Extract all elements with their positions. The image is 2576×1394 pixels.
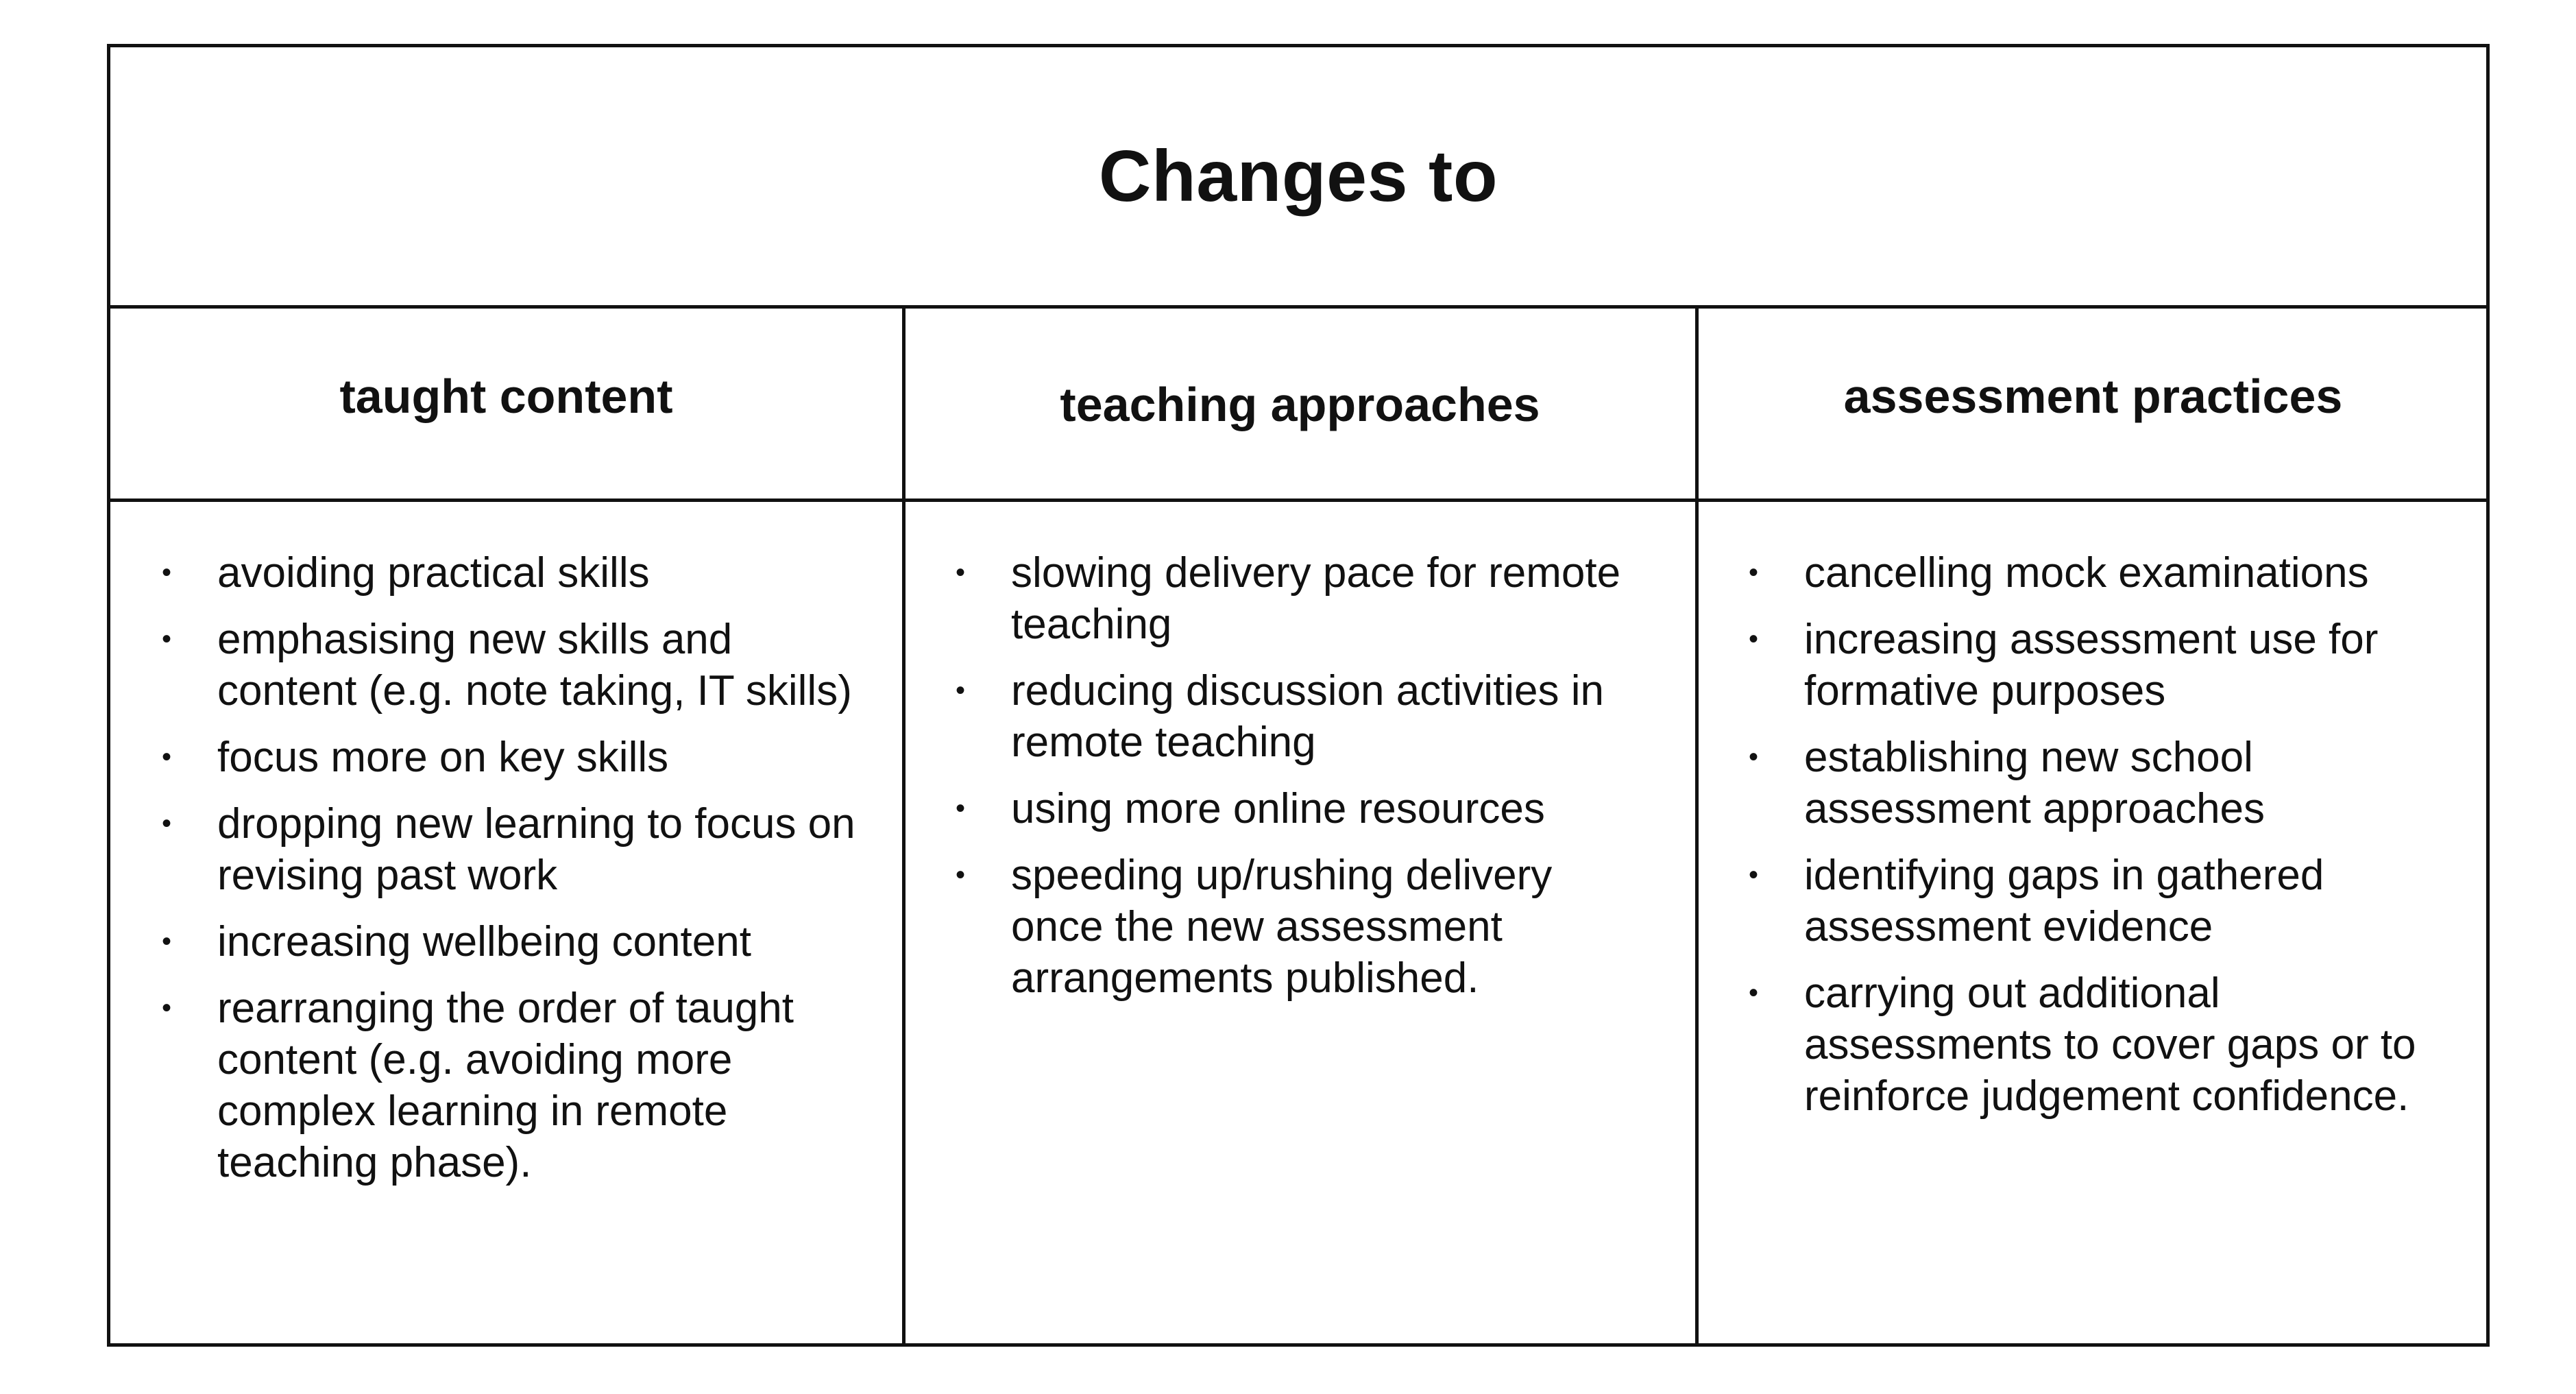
column-body-assessment-practices: [1697, 502, 2489, 1343]
list-item: [1749, 614, 2448, 717]
changes-table: [107, 44, 2490, 1347]
column-heading-assessment-practices: assessment practices: [1843, 369, 2343, 423]
list-item-text: identifying gaps in gathered assessment evidence: [1804, 852, 2324, 950]
bullet-icon: •: [162, 742, 172, 772]
list-item: [956, 547, 1655, 650]
list-item-text: focus more on key skills: [217, 734, 669, 781]
column-body-taught-content: [110, 502, 902, 1343]
bullet-icon: •: [956, 675, 966, 706]
bullet-icon: •: [956, 793, 966, 824]
list-item: [1749, 732, 2448, 834]
bullet-icon: •: [162, 808, 172, 839]
bullet-icon: •: [1749, 978, 1759, 1008]
list-item: [162, 614, 861, 717]
list-item-text: establishing new school assessment approaches: [1804, 734, 2265, 832]
column-heading-taught-content: taught content: [339, 369, 673, 423]
list-item-text: speeding up/rushing delivery once the new assessment arrangements published.: [1011, 852, 1553, 1002]
list-item-text: avoiding practical skills: [217, 549, 650, 597]
list-item: [162, 732, 861, 783]
bullet-icon: •: [162, 926, 172, 957]
list-item: [1749, 850, 2448, 952]
column-heading-teaching-approaches: teaching approaches: [1060, 377, 1540, 431]
bullet-icon: •: [1749, 624, 1759, 654]
list-item-text: rearranging the order of taught content (e.g. avoiding more complex learning in remote teaching phase).: [217, 985, 794, 1186]
bullet-list: [956, 547, 1655, 1004]
list-item-text: increasing assessment use for formative purposes: [1804, 616, 2379, 714]
list-item: [162, 547, 861, 599]
bullet-icon: •: [956, 860, 966, 890]
list-item: [162, 798, 861, 901]
list-item-text: emphasising new skills and content (e.g. note taking, IT skills): [217, 616, 852, 714]
list-item-text: dropping new learning to focus on revising past work: [217, 800, 855, 899]
list-item: [162, 983, 861, 1188]
list-item: [162, 916, 861, 968]
list-item-text: carrying out additional assessments to cover gaps or to reinforce judgement confidence.: [1804, 970, 2416, 1120]
title-row: [110, 47, 2486, 309]
column-body-teaching-approaches: [904, 502, 1696, 1343]
list-item-text: cancelling mock examinations: [1804, 549, 2369, 597]
header-row: [110, 309, 2486, 502]
list-item: [1749, 968, 2448, 1122]
list-item-text: reducing discussion activities in remote teaching: [1011, 667, 1604, 766]
bullet-icon: •: [1749, 860, 1759, 890]
bullet-icon: •: [162, 557, 172, 588]
bullet-icon: •: [162, 993, 172, 1023]
bullet-list: [162, 547, 861, 1188]
list-item: [1749, 547, 2448, 599]
bullet-icon: •: [1749, 742, 1759, 772]
bullet-icon: •: [956, 557, 966, 588]
bullet-list: [1749, 547, 2448, 1122]
list-item: [956, 850, 1655, 1004]
table-title: Changes to: [1098, 135, 1498, 217]
list-item-text: slowing delivery pace for remote teaching: [1011, 549, 1621, 648]
list-item: [956, 783, 1655, 834]
list-item-text: using more online resources: [1011, 785, 1545, 832]
bullet-icon: •: [1749, 557, 1759, 588]
bullet-icon: •: [162, 624, 172, 654]
list-item: [956, 665, 1655, 768]
list-item-text: increasing wellbeing content: [217, 918, 751, 965]
